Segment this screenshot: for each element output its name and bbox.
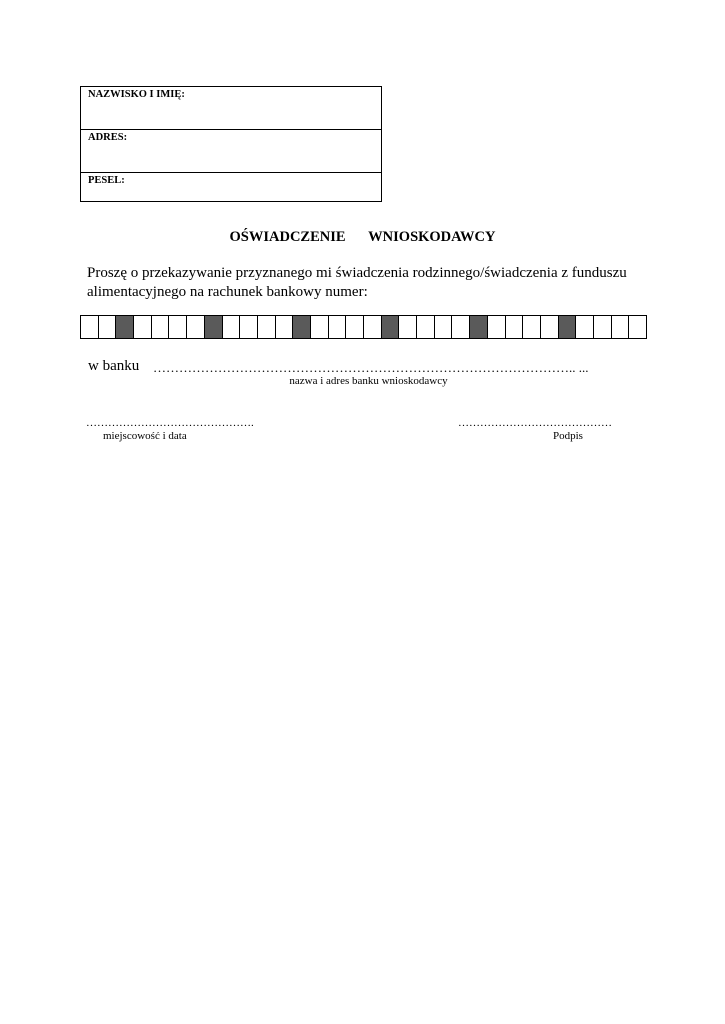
- account-digit-cell[interactable]: [99, 316, 117, 338]
- pesel-label: PESEL:: [88, 175, 125, 186]
- account-digit-cell[interactable]: [541, 316, 559, 338]
- account-digit-cell[interactable]: [399, 316, 417, 338]
- account-group-separator: [470, 316, 488, 338]
- account-group-separator: [205, 316, 223, 338]
- account-digit-cell[interactable]: [276, 316, 294, 338]
- bank-name-field[interactable]: …………………………………………………………………………………….. ...: [153, 360, 589, 375]
- account-digit-cell[interactable]: [594, 316, 612, 338]
- pesel-field[interactable]: [81, 173, 381, 201]
- statement-text: Proszę o przekazywanie przyznanego mi świadczenia rodzinnego/świadczenia z funduszu alimentacyjnego na rachunek bankowy numer:: [87, 265, 627, 300]
- account-digit-cell[interactable]: [81, 316, 99, 338]
- account-digit-cell[interactable]: [152, 316, 170, 338]
- account-digit-cell[interactable]: [223, 316, 241, 338]
- address-field[interactable]: [81, 130, 381, 173]
- signature-field[interactable]: ……………………………………: [458, 417, 612, 429]
- name-label: NAZWISKO I IMIĘ:: [88, 89, 185, 100]
- place-date-field[interactable]: ……………………………………….: [86, 417, 254, 429]
- account-digit-cell[interactable]: [506, 316, 524, 338]
- account-digit-cell[interactable]: [523, 316, 541, 338]
- place-date-caption: miejscowość i data: [103, 430, 187, 442]
- account-digit-cell[interactable]: [488, 316, 506, 338]
- account-digit-cell[interactable]: [258, 316, 276, 338]
- account-group-separator: [116, 316, 134, 338]
- account-digit-cell[interactable]: [240, 316, 258, 338]
- bank-label: w banku: [88, 358, 140, 374]
- document-title: OŚWIADCZENIE WNIOSKODAWCY: [229, 229, 496, 245]
- address-label: ADRES:: [88, 132, 128, 143]
- account-digit-cell[interactable]: [576, 316, 594, 338]
- signature-caption: Podpis: [553, 430, 583, 442]
- name-field[interactable]: [81, 87, 381, 130]
- account-number-grid[interactable]: [80, 315, 647, 339]
- applicant-info-box: [80, 86, 382, 202]
- account-digit-cell[interactable]: [629, 316, 647, 338]
- account-digit-cell[interactable]: [417, 316, 435, 338]
- account-digit-cell[interactable]: [364, 316, 382, 338]
- account-group-separator: [293, 316, 311, 338]
- account-group-separator: [559, 316, 577, 338]
- account-digit-cell[interactable]: [134, 316, 152, 338]
- account-group-separator: [382, 316, 400, 338]
- account-digit-cell[interactable]: [346, 316, 364, 338]
- account-digit-cell[interactable]: [435, 316, 453, 338]
- account-digit-cell[interactable]: [612, 316, 630, 338]
- bank-caption: nazwa i adres banku wnioskodawcy: [289, 375, 448, 387]
- account-digit-cell[interactable]: [169, 316, 187, 338]
- account-digit-cell[interactable]: [329, 316, 347, 338]
- account-digit-cell[interactable]: [311, 316, 329, 338]
- account-digit-cell[interactable]: [452, 316, 470, 338]
- account-digit-cell[interactable]: [187, 316, 205, 338]
